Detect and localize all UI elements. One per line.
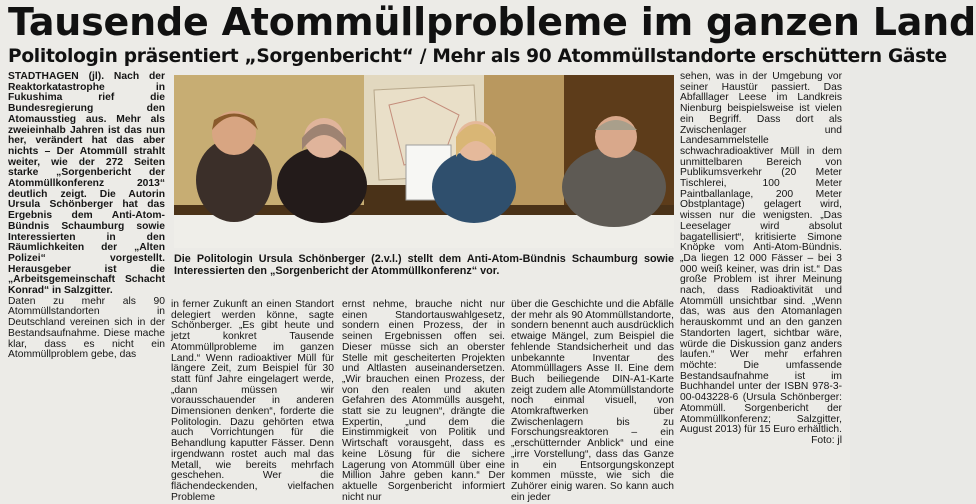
- article-column-5: [680, 72, 842, 467]
- headline: Tausende Atommüllprobleme im ganzen Land: [8, 0, 976, 44]
- article-photo: [174, 75, 674, 248]
- photo-credit: Foto: jl: [811, 434, 842, 446]
- article-lead-column: [8, 72, 165, 377]
- body-paragraph-3: ernst nehme, brauche nicht nur einen Standortauswahlgesetz, sondern einen Prozess, der in seinen Ergebnissen offen sei. Dieser müsse sich an oberster Stelle mit gescheiterten Projekten und Altlasten auseinandersetzen. „Wir brauchen einen Prozess, der von den realen und akuten Gefahren des Atommülls ausgeht, statt sie zu leugnen“, drängte die Expertin, „und dem die Einstimmigkeit von Politik und Wirtschaft vorausgeht, dass es keine Lösung für die sichere Lagerung von Atommüll über eine Million Jahre geben kann.“ Der aktuelle Sorgenbericht informiert nicht nur: [342, 299, 505, 503]
- body-paragraph-5: sehen, was in der Umgebung vor seiner Haustür passiert. Das Abfalllager Leese im Landkreis Nienburg beispielsweise ist vielen ein Begriff. Dass dort als Zwischenlager und Landesammelstelle schwachradioaktiver Müll in dem unmittelbaren Bereich von Publikumsverkehr (20 Meter Tischlerei, 100 Meter Paintballanlage, 200 Meter Obstplantage) gelagert wird, wissen nur die wenigsten. „Das Leeselager wird absolut bagatellisiert“, kritisierte Simone Knöpke vom Anti-Atom-Bündnis. „Da liegen 12 000 Fässer – bei 3 000 weiß keiner, was drin ist.“ Das große Problem ist ihrer Meinung nach, dass Radioaktivität und Atommüll unsichtbar sind. „Wenn das, was aus den Atomanlagen herauskommt und an den ganzen Standorten lagert, sichtbar wäre, würde die Diskussion ganz anders laufen.“ Wer mehr erfahren möchte: Die umfassende Bestandsaufnahme ist im Buchhandel unter der ISBN 978-3-00-043228-6 (Ursula Schönberger: Atommüll. Sorgenbericht der Atommüllkonferenz; Salzgitter, August 2013) für 15 Euro erhältlich.: [680, 71, 842, 436]
- body-paragraph-1: Daten zu mehr als 90 Atommüllstandorten in Deutschland vereinen sich in der Bestandsaufnahme. Diese mache klar, dass es nicht ein Atommüllproblem gebe, das: [8, 295, 165, 361]
- lead-paragraph: STADTHAGEN (jl). Nach der Reaktorkatastrophe in Fukushima rief die Bundesregierung den Atomausstieg aus. Mehr als zweieinhalb Jahren ist das nun her, verändert hat das aber nichts – Der Atommüll strahlt weiter, wie der 272 Seiten starke „Sorgenbericht der Atommüllkonferenz 2013“ deutlich zeigt. Die Autorin Ursula Schönberger hat das Ergebnis dem Anti-Atom-Bündnis Schaumburg sowie Interessierten in den Räumlichkeiten der „Alten Polizei“ vorgestellt. Herausgeber ist die „Arbeitsgemeinschaft Schacht Konrad“ in Salzgitter.: [8, 71, 165, 297]
- body-paragraph-4: über die Geschichte und die Abfälle der mehr als 90 Atommüllstandorte, sondern benennt auch ausdrücklich etwaige Mängel, zum Beispiel die fehlende Standsicherheit und das unbekannte Inventar des Atommülllagers Asse II. Eine dem Buch beiliegende DIN-A1-Karte zeigt zudem alle Atommüllstandorte noch einmal visuell, von Atomkraftwerken über Zwischenlagern bis zu Forschungsreaktoren – ein „erschütternder Anblick“ und eine „irre Vorstellung“, dass das Ganze in ein Entsorgungskonzept kommen müsste, wie sich die Zuhörer einig waren. So kann auch ein jeder: [511, 299, 674, 503]
- photo-caption: Die Politologin Ursula Schönberger (2.v.l.) stellt dem Anti-Atom-Bündnis Schaumburg sowie Interessierten den „Sorgenbericht der Atommüllkonferenz“ vor.: [174, 253, 674, 277]
- subheadline: Politologin präsentiert „Sorgenbericht“ / Mehr als 90 Atommüllstandorte erschüttern Gäste: [8, 46, 947, 67]
- article-column-3: [342, 299, 505, 503]
- photo-illustration: [174, 75, 674, 248]
- body-paragraph-2: in ferner Zukunft an einen Standort delegiert werden könne, sagte Schönberger. „Es gibt heute und jetzt konkret Tausende Atommüllprobleme im ganzen Land.“ Wenn radioaktiver Müll für längere Zeit, zum Beispiel für 30 statt fünf Jahre eingelagert werde, „dann müssen wir vorausschauender in anderen Dimensionen denken“, forderte die Politologin. Dazu gehörten etwa auch Vorrichtungen für die Behandlung kaputter Fässer. Denn irgendwann rostet auch mal das Metall, wie bereits mehrfach geschehen. Wer die flächendeckenden, vielfachen Probleme: [171, 299, 334, 503]
- article-column-2: [171, 299, 334, 503]
- article-column-4: [511, 299, 674, 503]
